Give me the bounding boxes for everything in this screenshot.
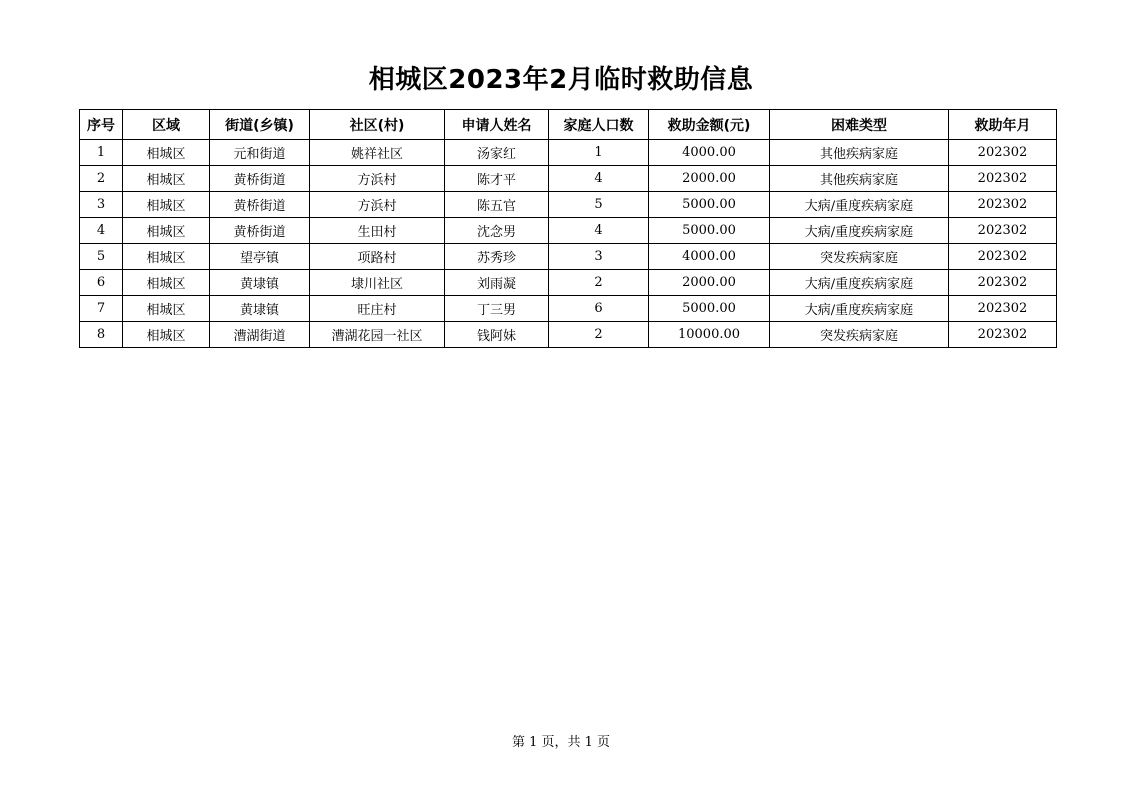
cell-amount: 4000.00 (649, 140, 770, 166)
cell-household-size: 6 (549, 296, 649, 322)
cell-household-size: 5 (549, 192, 649, 218)
cell-applicant: 刘雨凝 (445, 270, 549, 296)
table-row (80, 218, 1057, 244)
cell-serial: 8 (80, 322, 123, 348)
cell-area: 相城区 (123, 140, 210, 166)
cell-household-size: 2 (549, 270, 649, 296)
cell-area: 相城区 (123, 322, 210, 348)
header-area: 区域 (123, 110, 210, 140)
cell-community: 项路村 (310, 244, 445, 270)
cell-community: 方浜村 (310, 192, 445, 218)
cell-applicant: 沈念男 (445, 218, 549, 244)
cell-hardship-type: 大病/重度疾病家庭 (770, 192, 949, 218)
cell-amount: 2000.00 (649, 270, 770, 296)
table-header-row (80, 110, 1057, 140)
cell-area: 相城区 (123, 296, 210, 322)
cell-serial: 7 (80, 296, 123, 322)
cell-household-size: 2 (549, 322, 649, 348)
cell-applicant: 陈五官 (445, 192, 549, 218)
cell-relief-month: 202302 (949, 192, 1057, 218)
cell-area: 相城区 (123, 166, 210, 192)
cell-community: 旺庄村 (310, 296, 445, 322)
header-hardship-type: 困难类型 (770, 110, 949, 140)
header-community: 社区(村) (310, 110, 445, 140)
cell-amount: 5000.00 (649, 192, 770, 218)
cell-street: 漕湖街道 (210, 322, 310, 348)
cell-serial: 5 (80, 244, 123, 270)
cell-hardship-type: 大病/重度疾病家庭 (770, 296, 949, 322)
cell-street: 黄桥街道 (210, 192, 310, 218)
table-row (80, 166, 1057, 192)
cell-amount: 5000.00 (649, 218, 770, 244)
cell-hardship-type: 其他疾病家庭 (770, 166, 949, 192)
cell-street: 黄埭镇 (210, 296, 310, 322)
cell-household-size: 4 (549, 166, 649, 192)
cell-area: 相城区 (123, 192, 210, 218)
cell-street: 望亭镇 (210, 244, 310, 270)
table-row (80, 322, 1057, 348)
cell-household-size: 4 (549, 218, 649, 244)
cell-relief-month: 202302 (949, 270, 1057, 296)
cell-applicant: 汤家红 (445, 140, 549, 166)
cell-community: 方浜村 (310, 166, 445, 192)
header-street: 街道(乡镇) (210, 110, 310, 140)
cell-relief-month: 202302 (949, 166, 1057, 192)
header-household-size: 家庭人口数 (549, 110, 649, 140)
cell-community: 姚祥社区 (310, 140, 445, 166)
cell-community: 生田村 (310, 218, 445, 244)
cell-hardship-type: 大病/重度疾病家庭 (770, 218, 949, 244)
header-relief-month: 救助年月 (949, 110, 1057, 140)
table-row (80, 270, 1057, 296)
cell-amount: 4000.00 (649, 244, 770, 270)
cell-relief-month: 202302 (949, 244, 1057, 270)
cell-area: 相城区 (123, 270, 210, 296)
cell-street: 黄桥街道 (210, 166, 310, 192)
cell-applicant: 陈才平 (445, 166, 549, 192)
cell-street: 黄桥街道 (210, 218, 310, 244)
page-title: 相城区2023年2月临时救助信息 (368, 65, 754, 95)
cell-serial: 2 (80, 166, 123, 192)
cell-amount: 5000.00 (649, 296, 770, 322)
table-row (80, 244, 1057, 270)
table-row (80, 296, 1057, 322)
relief-table (79, 109, 1057, 348)
cell-community: 埭川社区 (310, 270, 445, 296)
cell-relief-month: 202302 (949, 296, 1057, 322)
header-amount: 救助金额(元) (649, 110, 770, 140)
header-serial: 序号 (80, 110, 123, 140)
cell-household-size: 1 (549, 140, 649, 166)
cell-serial: 4 (80, 218, 123, 244)
cell-relief-month: 202302 (949, 140, 1057, 166)
cell-area: 相城区 (123, 218, 210, 244)
cell-applicant: 钱阿妹 (445, 322, 549, 348)
cell-amount: 10000.00 (649, 322, 770, 348)
cell-community: 漕湖花园一社区 (310, 322, 445, 348)
table-row (80, 140, 1057, 166)
cell-street: 元和街道 (210, 140, 310, 166)
page-footer: 第 1 页，共 1 页 (511, 735, 611, 750)
cell-relief-month: 202302 (949, 218, 1057, 244)
cell-hardship-type: 其他疾病家庭 (770, 140, 949, 166)
cell-area: 相城区 (123, 244, 210, 270)
cell-applicant: 苏秀珍 (445, 244, 549, 270)
cell-hardship-type: 大病/重度疾病家庭 (770, 270, 949, 296)
table-row (80, 192, 1057, 218)
cell-household-size: 3 (549, 244, 649, 270)
header-applicant: 申请人姓名 (445, 110, 549, 140)
cell-serial: 3 (80, 192, 123, 218)
cell-serial: 6 (80, 270, 123, 296)
cell-relief-month: 202302 (949, 322, 1057, 348)
cell-applicant: 丁三男 (445, 296, 549, 322)
cell-serial: 1 (80, 140, 123, 166)
cell-street: 黄埭镇 (210, 270, 310, 296)
cell-amount: 2000.00 (649, 166, 770, 192)
cell-hardship-type: 突发疾病家庭 (770, 244, 949, 270)
cell-hardship-type: 突发疾病家庭 (770, 322, 949, 348)
